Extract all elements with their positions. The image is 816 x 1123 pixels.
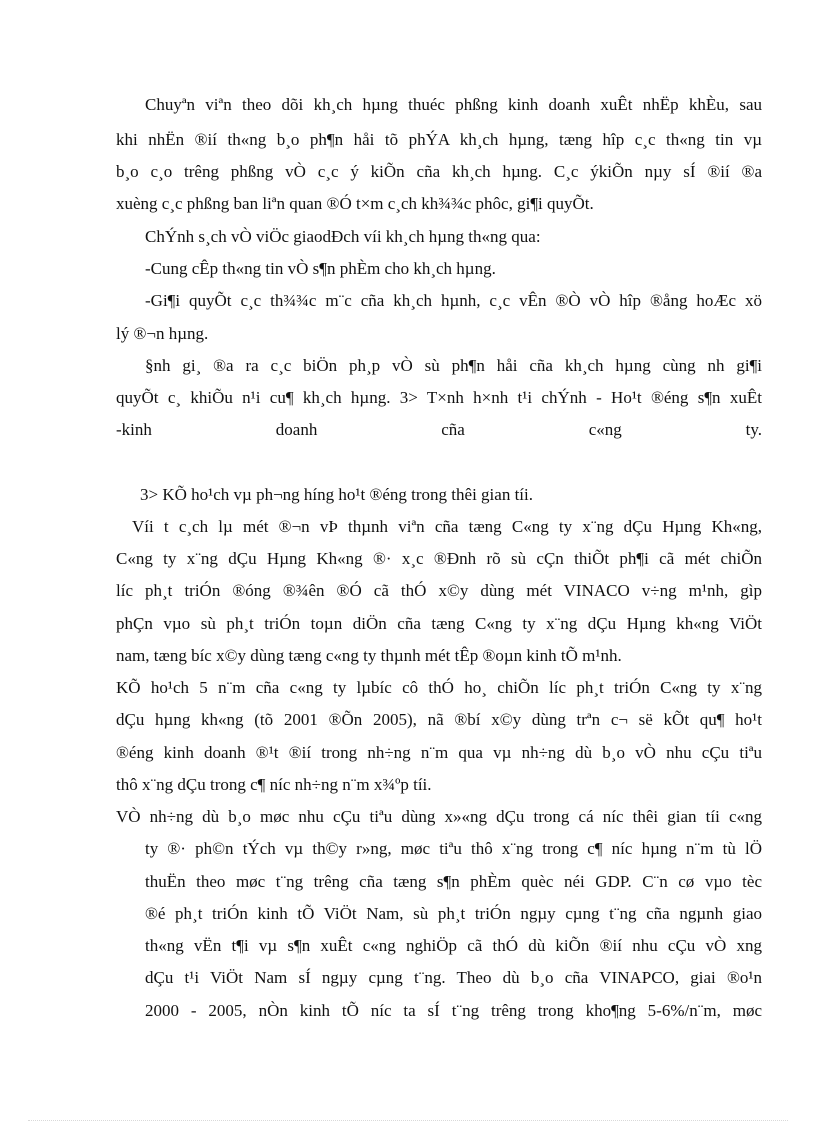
text-line: dÇu t¹i ViÖt Nam sÍ ngµy cµng t¨ng. Theo dù b¸o cña VINAPCO, giai ®o¹n [145, 968, 762, 987]
text-line: §nh gi¸ ®a ra c¸c biÖn ph¸p vÒ sù ph¶n håi cña kh¸ch hµng cùng nh gi¶i [145, 356, 762, 375]
text-line: -kinh doanh cña c«ng ty. [116, 420, 762, 439]
text-line: ®é ph¸t triÓn kinh tÕ ViÖt Nam, sù ph¸t triÓn ngµy cµng t¨ng cña ngµnh giao [145, 904, 762, 923]
text-line: nam, tæng bíc x©y dùng tæng c«ng ty thµnh mét tÊp ®oµn kinh tÕ m¹nh. [116, 646, 622, 665]
text-line: lý ®¬n hµng. [116, 324, 209, 343]
text-line: KÕ ho¹ch 5 n¨m cña c«ng ty lµbíc cô thÓ ho¸ chiÕn líc ph¸t triÓn C«ng ty x¨ng [116, 678, 762, 697]
text-line: líc ph¸t triÓn ®óng ®¾ên ®Ó cã thÓ x©y dùng mét VINACO v÷ng m¹nh, gìp [116, 581, 762, 600]
text-line: xuèng c¸c phßng ban liªn quan ®Ó t×m c¸ch kh¾¾c phôc, gi¶i quyÕt. [116, 194, 594, 213]
text-line: VÒ nh÷ng dù b¸o møc nhu cÇu tiªu dùng x»«ng dÇu trong cá níc thêi gian tíi c«ng [116, 807, 762, 826]
text-line: Chuyªn viªn theo dõi kh¸ch hµng thuéc phßng kinh doanh xuÊt nhËp khÈu, sau [145, 95, 762, 114]
text-line: khi nhËn ®ií th«ng b¸o ph¶n håi tõ phÝA kh¸ch hµng, tæng hîp c¸c th«ng tin vµ [116, 130, 762, 149]
text-line: -Gi¶i quyÕt c¸c th¾¾c m¨c cña kh¸ch hµnh, c¸c vÊn ®Ò vÒ hîp ®ång hoÆc xö [145, 291, 762, 310]
text-line: -Cung cÊp th«ng tin vÒ s¶n phÈm cho kh¸ch hµng. [145, 259, 496, 278]
text-line: ®éng kinh doanh ®¹t ®ií trong nh÷ng n¨m qua vµ nh÷ng dù b¸o vÒ nhu cÇu tiªu [116, 743, 762, 762]
text-line: quyÕt c¸ khiÕu n¹i cu¶ kh¸ch hµng. 3> T×nh h×nh t¹i chÝnh - Ho¹t ®éng s¶n xuÊt [116, 388, 762, 407]
text-line: phÇn vµo sù ph¸t triÓn toµn diÖn cña tæng C«ng ty x¨ng dÇu Hµng kh«ng ViÖt [116, 614, 762, 633]
text-line: th«ng vËn t¶i vµ s¶n xuÊt c«ng nghiÖp cã thÓ dù kiÕn ®ií nhu cÇu vÒ xng [145, 936, 762, 955]
text-line: 2000 - 2005, nÒn kinh tÕ níc ta sÍ t¨ng trêng trong kho¶ng 5-6%/n¨m, møc [145, 1001, 762, 1020]
text-line: thuËn theo møc t¨ng trêng cña tæng s¶n phÈm quèc néi GDP. C¨n cø vµo tèc [145, 872, 762, 891]
text-line: ty ®· ph©n tÝch vµ th©y r»ng, møc tiªu thô x¨ng trong c¶ níc hµng n¨m tù lÖ [145, 839, 762, 858]
page-bottom-rule [28, 1120, 788, 1121]
section-heading: 3> KÕ ho¹ch vµ ph¬ng híng ho¹t ®éng trong thêi gian tíi. [140, 485, 533, 504]
text-line: dÇu hµng kh«ng (tõ 2001 ®Õn 2005), nã ®bí x©y dùng trªn c¬ së kÕt qu¶ ho¹t [116, 710, 762, 729]
text-line: b¸o c¸o trêng phßng vÒ c¸c ý kiÕn cña kh¸ch hµng. C¸c ýkiÕn nµy sÍ ®ií ®a [116, 162, 762, 181]
text-line: thô x¨ng dÇu trong c¶ níc nh÷ng n¨m x¾ºp tíi. [116, 775, 432, 794]
text-line: ChÝnh s¸ch vÒ viÖc giaodÐch víi kh¸ch hµng th«ng qua: [145, 227, 541, 246]
text-line: C«ng ty x¨ng dÇu Hµng Kh«ng ®· x¸c ®Ðnh rõ sù cÇn thiÕt ph¶i cã mét chiÕn [116, 549, 762, 568]
text-line: Víi t c¸ch lµ mét ®¬n vÞ thµnh viªn cña tæng C«ng ty x¨ng dÇu Hµng Kh«ng, [132, 517, 762, 536]
